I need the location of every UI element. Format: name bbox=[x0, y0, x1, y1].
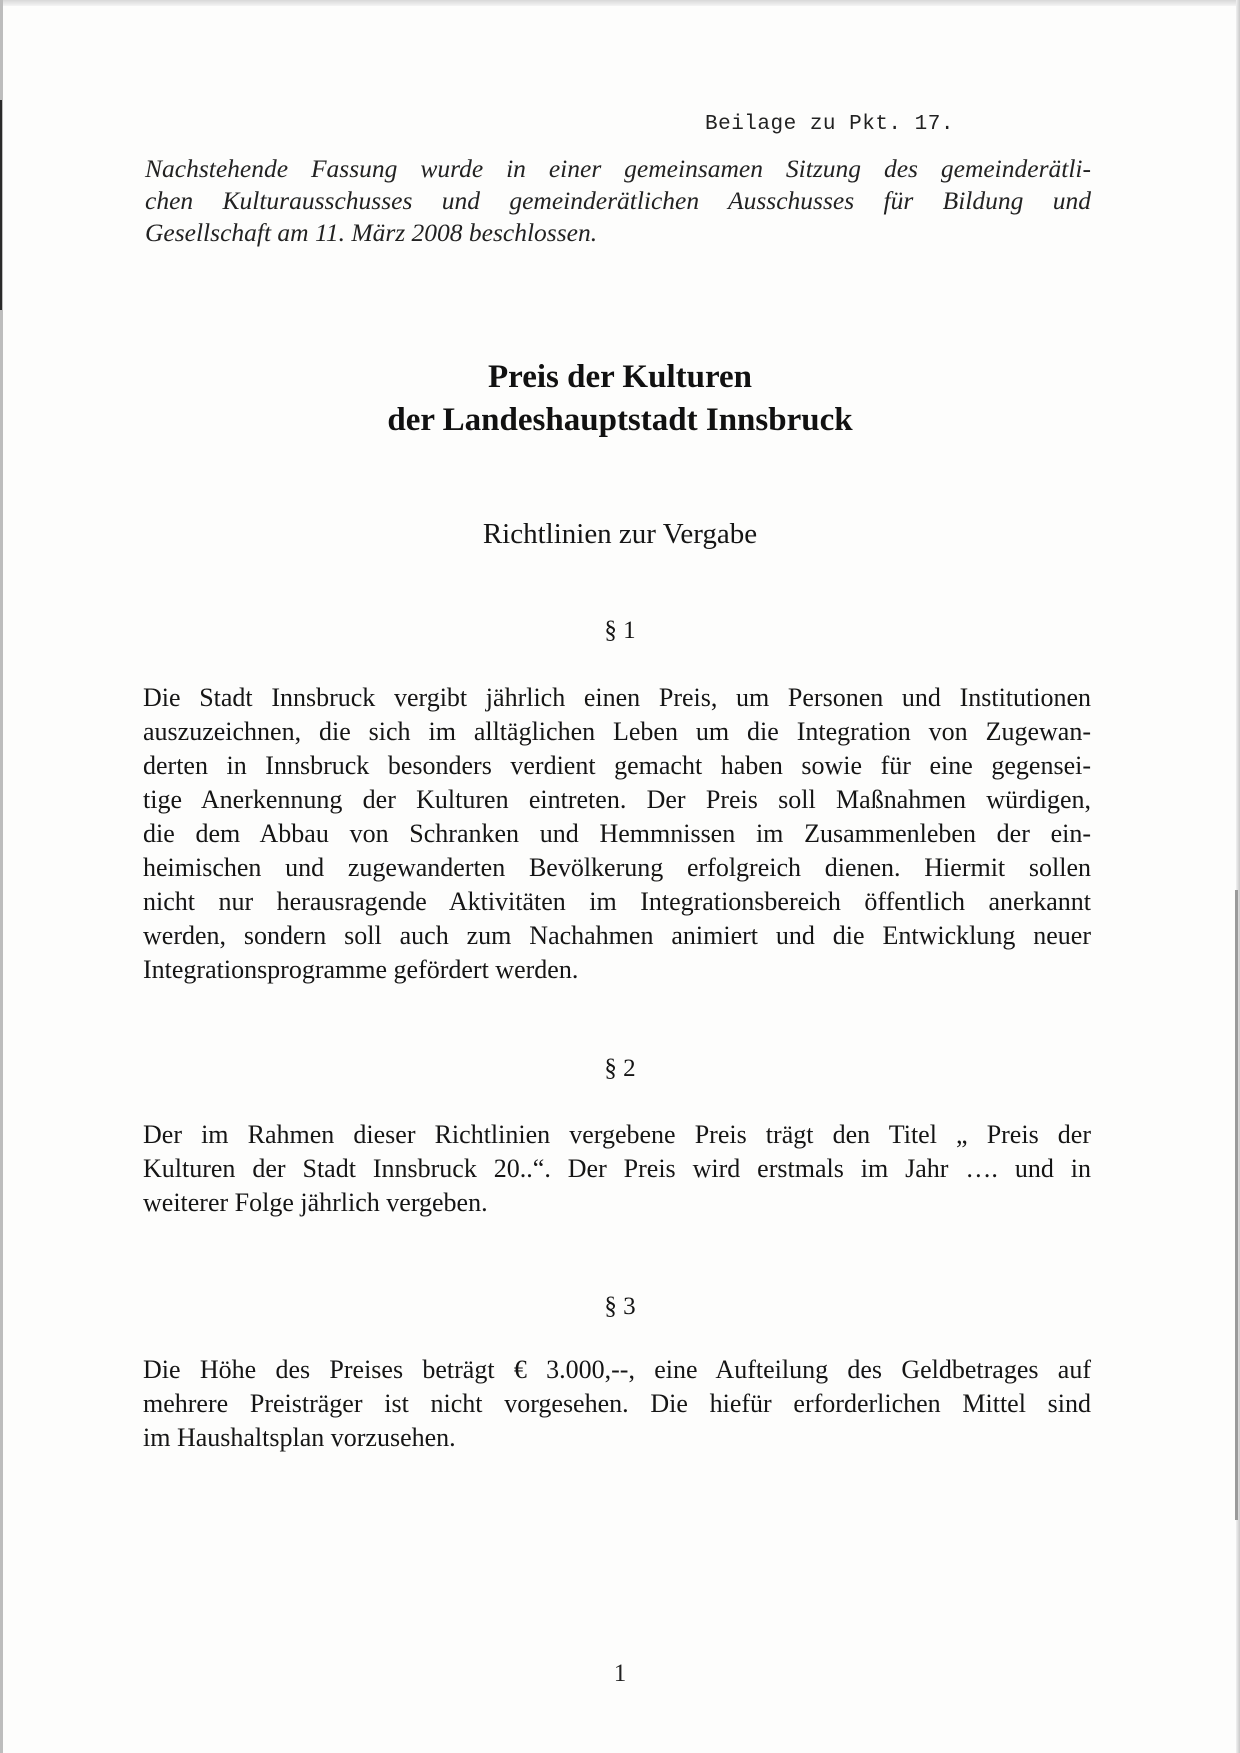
document-subtitle: Richtlinien zur Vergabe bbox=[482, 518, 758, 550]
paragraph-line: Integrationsprogramme gefördert werden. bbox=[143, 955, 579, 984]
section-3-mark: § 3 bbox=[604, 1293, 636, 1320]
resolution-note-line: Nachstehende Fassung wurde in einer gemeinsamen Sitzung des gemeinderätli- bbox=[145, 154, 1091, 183]
scan-edge-right-mark bbox=[1235, 890, 1238, 1520]
paragraph-line: im Haushaltsplan vorzusehen. bbox=[143, 1423, 456, 1452]
document-title-line-1: Preis der Kulturen bbox=[488, 359, 752, 395]
paragraph-line: auszuzeichnen, die sich im alltäglichen Leben um die Integration von Zugewan- bbox=[143, 717, 1091, 746]
paragraph-line: die dem Abbau von Schranken und Hemmnissen im Zusammenleben der ein- bbox=[143, 819, 1091, 848]
page-number: 1 bbox=[613, 1660, 627, 1687]
scan-edge-left-mark bbox=[0, 100, 2, 310]
paragraph-line: mehrere Preisträger ist nicht vorgesehen. Die hiefür erforderlichen Mittel sind bbox=[143, 1389, 1091, 1418]
scan-edge-top bbox=[0, 0, 1240, 6]
paragraph-line: Die Stadt Innsbruck vergibt jährlich einen Preis, um Personen und Institutionen bbox=[143, 683, 1091, 712]
paragraph-line: Der im Rahmen dieser Richtlinien vergebene Preis trägt den Titel „ Preis der bbox=[143, 1120, 1091, 1149]
paragraph-line: nicht nur herausragende Aktivitäten im Integrationsbereich öffentlich anerkannt bbox=[143, 887, 1091, 916]
section-3-paragraph bbox=[143, 1353, 1091, 1455]
resolution-note bbox=[145, 153, 1091, 249]
paragraph-line: werden, sondern soll auch zum Nachahmen animiert und die Entwicklung neuer bbox=[143, 921, 1091, 950]
section-1-paragraph bbox=[143, 681, 1091, 987]
paragraph-line: weiterer Folge jährlich vergeben. bbox=[143, 1188, 488, 1217]
paragraph-line: derten in Innsbruck besonders verdient gemacht haben sowie für eine gegensei- bbox=[143, 751, 1091, 780]
paragraph-line: heimischen und zugewanderten Bevölkerung erfolgreich dienen. Hiermit sollen bbox=[143, 853, 1091, 882]
document-title-line-2: der Landeshauptstadt Innsbruck bbox=[387, 402, 853, 438]
section-1-mark: § 1 bbox=[604, 617, 636, 644]
paragraph-line: Kulturen der Stadt Innsbruck 20..“. Der Preis wird erstmals im Jahr …. und in bbox=[143, 1154, 1091, 1183]
beilage-reference: Beilage zu Pkt. 17. bbox=[705, 113, 954, 136]
paragraph-line: tige Anerkennung der Kulturen eintreten. Der Preis soll Maßnahmen würdigen, bbox=[143, 785, 1091, 814]
paragraph-line: Die Höhe des Preises beträgt € 3.000,--, eine Aufteilung des Geldbetrages auf bbox=[143, 1355, 1091, 1384]
resolution-note-line: Gesellschaft am 11. März 2008 beschlossen. bbox=[145, 218, 598, 247]
section-2-paragraph bbox=[143, 1118, 1091, 1220]
resolution-note-line: chen Kulturausschusses und gemeinderätlichen Ausschusses für Bildung und bbox=[145, 186, 1091, 215]
section-2-mark: § 2 bbox=[604, 1055, 636, 1082]
